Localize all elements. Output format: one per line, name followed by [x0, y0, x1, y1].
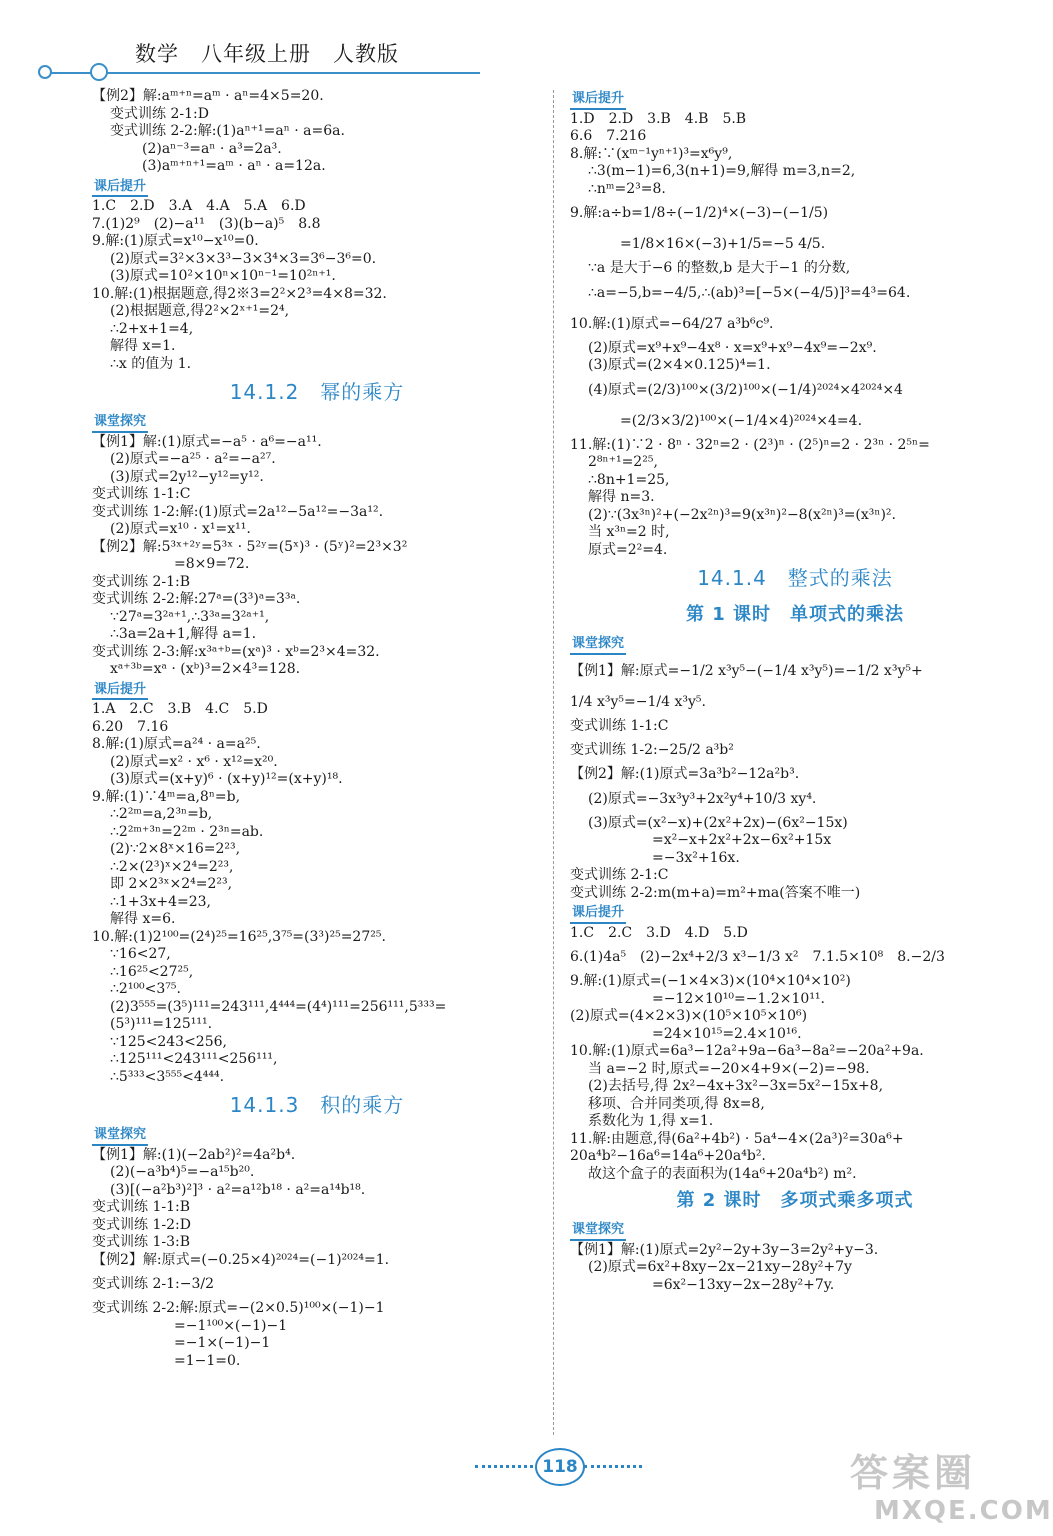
answer-line: =1−1=0. [174, 1352, 241, 1369]
answer-line: 11.解:(1)∵2 · 8ⁿ · 32ⁿ=2 · (2³)ⁿ · (2⁵)ⁿ=2 · 2³ⁿ · 2⁵ⁿ= [570, 436, 930, 453]
answer-line: 变式训练 2-1:C [570, 867, 669, 883]
answer-line: ∴1+3x+4=23, [110, 893, 211, 910]
section-tag: 课堂探究 [92, 413, 148, 433]
answer-line: (3)[(−a²b³)²]³ · a²=a¹²b¹⁸ · a²=a¹⁴b¹⁸. [110, 1181, 366, 1198]
answer-line: 10.解:(1)原式=6a³−12a²+9a−6a³−8a²=−20a²+9a. [570, 1043, 924, 1059]
answer-line: ∴3a=2a+1,解得 a=1. [110, 626, 257, 642]
answer-line: =−3x²+16x. [652, 849, 740, 866]
answer-line: 变式训练 1-1:C [570, 717, 669, 734]
answer-line: ∴5³³³<3⁵⁵⁵<4⁴⁴⁴. [110, 1068, 225, 1085]
answer-line: 系数化为 1,得 x=1. [588, 1113, 714, 1129]
answer-line: ∵a 是大于−6 的整数,b 是大于−1 的分数, [588, 260, 851, 276]
answer-line: =−12×10¹⁰=−1.2×10¹¹. [652, 990, 825, 1007]
answer-line: (2)aⁿ⁻³=aⁿ · a³=2a³. [142, 140, 282, 157]
answer-line: 原式=2²=4. [588, 541, 668, 558]
header-dot-large [90, 63, 108, 81]
answer-line: 变式训练 2-2:m(m+a)=m²+ma(答案不唯一) [570, 884, 861, 901]
answer-line: 6.20 7.16 [92, 718, 169, 735]
answer-line: ∴2×(2³)ˣ×2⁴=2²³, [110, 858, 234, 875]
section-tag: 课后提升 [92, 178, 148, 198]
answer-line: ∴16²⁵<27²⁵, [110, 963, 194, 980]
section-tag-row [570, 633, 1020, 656]
answer-line: (2)原式=(4×2×3)×(10⁵×10⁵×10⁶) [570, 1008, 808, 1024]
answer-line: (5³)¹¹¹=125¹¹¹. [110, 1016, 213, 1032]
answer-line: ∴a=−5,b=−4/5,∴(ab)³=[−5×(−4/5)]³=4³=64. [588, 284, 911, 301]
answer-line: 9.解:(1)原式=x¹⁰−x¹⁰=0. [92, 233, 259, 249]
answer-line: 解得 n=3. [588, 489, 655, 505]
answer-line: 1.A 2.C 3.B 4.C 5.D [92, 701, 268, 717]
answer-line: (4)原式=(2/3)¹⁰⁰×(3/2)¹⁰⁰×(−1/4)²⁰²⁴×4²⁰²⁴×4 [588, 381, 903, 398]
answer-line: ∴3(m−1)=6,3(n+1)=9,解得 m=3,n=2, [588, 163, 856, 179]
answer-line: 移项、合并同类项,得 8x=8, [588, 1095, 765, 1112]
answer-line: ∵125<243<256, [110, 1033, 227, 1050]
answer-line: 【例2】解:(1)原式=3a³b²−12a²b³. [570, 766, 800, 782]
answer-line: 当 x³ⁿ=2 时, [588, 524, 670, 540]
answer-line: (2)∵2×8ˣ×16=2²³, [110, 841, 241, 857]
answer-line: =x²−x+2x²+2x−6x²+15x [652, 832, 832, 848]
answer-line: 变式训练 2-2:解:原式=−(2×0.5)¹⁰⁰×(−1)−1 [92, 1300, 385, 1316]
section-tag: 课后提升 [570, 904, 626, 924]
section-tag: 课后提升 [570, 90, 626, 110]
answer-line: (3)aᵐ⁺ⁿ⁺¹=aᵐ · aⁿ · a=12a. [142, 158, 326, 174]
answer-line: 1.D 2.D 3.B 4.B 5.B [570, 110, 747, 127]
answer-line: 1.C 2.C 3.D 4.D 5.D [570, 924, 748, 941]
answer-line: 当 a=−2 时,原式=−20×4+9×(−2)=−98. [588, 1060, 870, 1077]
answer-line: (2)3⁵⁵⁵=(3⁵)¹¹¹=243¹¹¹,4⁴⁴⁴=(4⁴)¹¹¹=256¹¹¹,5³³³= [110, 998, 447, 1015]
answer-line: 1.C 2.D 3.A 4.A 5.A 6.D [92, 198, 306, 214]
answer-line: 变式训练 1-2:D [92, 1216, 191, 1233]
section-tag-row [570, 902, 1020, 925]
answer-line: 10.解:(1)根据题意,得2※3=2²×2³=4×8=32. [92, 285, 387, 302]
answer-line: 变式训练 2-3:解:x³ᵃ⁺ᵇ=(xᵃ)³ · xᵇ=2³×4=32. [92, 643, 380, 660]
header-dot-small [38, 65, 52, 79]
answer-line: 1/4 x³y⁵=−1/4 x³y⁵. [570, 693, 706, 710]
answer-line: 变式训练 2-1:B [92, 573, 190, 590]
section-tag-row [570, 1219, 1020, 1242]
answer-line: ∴2²ᵐ⁺³ⁿ=2²ᵐ · 2³ⁿ=ab. [110, 823, 264, 840]
answer-line: 8.解:(1)原式=a²⁴ · a=a²⁵. [92, 736, 261, 752]
answer-line: (2)(−a³b⁴)⁵=−a¹⁵b²⁰. [110, 1164, 255, 1180]
lesson-heading: 第 2 课时 多项式乘多项式 [676, 1190, 914, 1211]
answer-line: 变式训练 1-2:−25/2 a³b² [570, 742, 734, 758]
answer-line: 解得 x=6. [110, 911, 176, 927]
section-tag-row [92, 679, 542, 702]
answer-line: ∵27ᵃ=3²ᵃ⁺¹,∴3³ᵃ=3²ᵃ⁺¹, [110, 608, 270, 625]
left-column [92, 88, 542, 1370]
answer-line: =1/8×16×(−3)+1/5=−5 4/5. [620, 236, 826, 252]
watermark [850, 1450, 1053, 1532]
watermark-top: 答案圈 [850, 1451, 977, 1495]
answer-line: =24×10¹⁵=2.4×10¹⁶. [652, 1025, 802, 1042]
section-tag-row [570, 88, 1020, 111]
answer-line: 6.(1)4a⁵ (2)−2x⁴+2/3 x³−1/3 x² 7.1.5×10⁸ 8.−2/3 [570, 949, 945, 965]
section-tag: 课后提升 [92, 681, 148, 701]
answer-line: 变式训练 2-2:解:27ᵃ=(3³)ᵃ=3³ᵃ. [92, 591, 301, 607]
answer-line: ∴2¹⁰⁰<3⁷⁵. [110, 981, 181, 997]
answer-line: 【例1】解:原式=−1/2 x³y⁵−(−1/4 x³y⁵)=−1/2 x³y⁵+ [570, 662, 923, 679]
answer-line: 10.解:(1)2¹⁰⁰=(2⁴)²⁵=16²⁵,3⁷⁵=(3³)²⁵=27²⁵. [92, 928, 386, 945]
answer-line: 9.解:(1)∵4ᵐ=a,8ⁿ=b, [92, 788, 241, 805]
answer-line: (2)∵(3x³ⁿ)²+(−2x²ⁿ)³=9(x³ⁿ)²−8(x²ⁿ)³=(x³ⁿ)². [588, 506, 896, 523]
answer-line: (2)根据题意,得2²×2ˣ⁺¹=2⁴, [110, 303, 290, 319]
section-tag: 课堂探究 [92, 1126, 148, 1146]
section-tag: 课堂探究 [570, 635, 626, 655]
page-dots-left [475, 1465, 533, 1468]
answer-line: xᵃ⁺³ᵇ=xᵃ · (xᵇ)³=2×4³=128. [110, 661, 301, 677]
answer-line: ∴nᵐ=2³=8. [588, 180, 666, 197]
answer-line: (2)原式=−a²⁵ · a²=−a²⁷. [110, 451, 276, 467]
answer-line: 9.解:a÷b=1/8÷(−1/2)⁴×(−3)−(−1/5) [570, 205, 829, 221]
page-dots-right [584, 1465, 642, 1468]
right-column [570, 88, 1020, 1294]
answer-line: 8.解:∵(xᵐ⁻¹yⁿ⁺¹)³=x⁶y⁹, [570, 145, 733, 162]
answer-line: 9.解:(1)原式=(−1×4×3)×(10⁴×10⁴×10²) [570, 973, 851, 989]
answer-line: (3)原式=(x²−x)+(2x²+2x)−(6x²−15x) [588, 814, 848, 831]
answer-line: =(2/3×3/2)¹⁰⁰×(−1/4×4)²⁰²⁴×4=4. [620, 412, 863, 429]
answer-line: =−1¹⁰⁰×(−1)−1 [174, 1317, 288, 1334]
answer-line: ∴2+x+1=4, [110, 320, 194, 337]
answer-line: 变式训练 1-1:B [92, 1199, 190, 1215]
answer-line: 变式训练 2-2:解:(1)aⁿ⁺¹=aⁿ · a=6a. [110, 123, 345, 139]
answer-line: ∴2²ᵐ=a,2³ⁿ=b, [110, 806, 213, 822]
answer-line: =8×9=72. [174, 556, 250, 572]
answer-line: 变式训练 2-1:D [110, 105, 209, 122]
answer-line: (3)原式=2y¹²−y¹²=y¹². [110, 468, 264, 485]
answer-line: ∵16<27, [110, 946, 171, 962]
answer-line: (2)原式=x¹⁰ · x¹=x¹¹. [110, 521, 251, 537]
answer-line: ∴125¹¹¹<243¹¹¹<256¹¹¹, [110, 1051, 278, 1067]
answer-line: (2)原式=6x²+8xy−2x−21xy−28y²+7y [588, 1259, 852, 1275]
answer-line: 【例2】解:aᵐ⁺ⁿ=aᵐ · aⁿ=4×5=20. [92, 88, 324, 104]
answer-line: 变式训练 1-2:解:(1)原式=2a¹²−5a¹²=−3a¹². [92, 503, 384, 520]
watermark-bottom: MXQE.COM [874, 1496, 1053, 1526]
answer-line: 解得 x=1. [110, 338, 176, 354]
answer-line: (3)原式=10²×10ⁿ×10ⁿ⁻¹=10²ⁿ⁺¹. [110, 268, 336, 284]
answer-line: 6.6 7.216 [570, 128, 647, 144]
answer-line: 变式训练 2-1:−3/2 [92, 1276, 214, 1292]
section-tag-row [92, 411, 542, 434]
page-number: 118 [535, 1448, 585, 1486]
answer-line: 10.解:(1)原式=−64/27 a³b⁶c⁹. [570, 315, 774, 332]
header-title: 数学 八年级上册 人教版 [135, 42, 399, 66]
answer-line: 即 2×2³ˣ×2⁴=2²³, [110, 876, 233, 892]
answer-line: (3)原式=(2×4×0.125)⁴=1. [588, 357, 771, 373]
answer-line: (2)原式=−3x³y³+2x²y⁴+10/3 xy⁴. [588, 790, 817, 807]
answer-line: (2)原式=3²×3×3³−3×3⁴×3=3⁶−3⁶=0. [110, 250, 377, 267]
answer-line: 【例2】解:原式=(−0.25×4)²⁰²⁴=(−1)²⁰²⁴=1. [92, 1251, 390, 1268]
answer-line: ∴8n+1=25, [588, 471, 670, 488]
section-tag-row [92, 176, 542, 199]
answer-line: (3)原式=(x+y)⁶ · (x+y)¹²=(x+y)¹⁸. [110, 771, 343, 787]
answer-line: 7.(1)2⁹ (2)−a¹¹ (3)(b−a)⁵ 8.8 [92, 215, 321, 232]
answer-line: 变式训练 1-3:B [92, 1234, 190, 1250]
answer-line: 【例1】解:(1)原式=2y²−2y+3y−3=2y²+y−3. [570, 1241, 879, 1258]
answer-line: (2)原式=x² · x⁶ · x¹²=x²⁰. [110, 753, 278, 770]
answer-line: (2)原式=x⁹+x⁹−4x⁸ · x=x⁹+x⁹−4x⁹=−2x⁹. [588, 339, 877, 356]
answer-line: ∴x 的值为 1. [110, 355, 192, 372]
lesson-heading: 第 1 课时 单项式的乘法 [685, 604, 905, 625]
section-heading: 14.1.2 幂的乘方 [229, 380, 405, 404]
answer-line: 故这个盒子的表面积为(14a⁶+20a⁴b²) m². [588, 1165, 857, 1182]
page-header [40, 30, 480, 90]
answer-line: 【例1】解:(1)原式=−a⁵ · a⁶=−a¹¹. [92, 433, 322, 450]
column-divider [553, 90, 554, 1435]
section-heading: 14.1.3 积的乘方 [229, 1093, 405, 1117]
section-tag: 课堂探究 [570, 1221, 626, 1241]
answer-line: 【例1】解:(1)(−2ab²)²=4a²b⁴. [92, 1146, 296, 1163]
answer-line: 变式训练 1-1:C [92, 486, 191, 502]
answer-line: =6x²−13xy−2x−28y²+7y. [652, 1276, 835, 1293]
answer-line: (2)去括号,得 2x²−4x+3x²−3x=5x²−15x+8, [588, 1078, 884, 1094]
answer-line: 11.解:由题意,得(6a²+4b²) · 5a⁴−4×(2a³)²=30a⁶+ [570, 1130, 904, 1147]
answer-line: 20a⁴b²−16a⁶=14a⁶+20a⁴b². [570, 1148, 766, 1164]
answer-line: =−1×(−1)−1 [174, 1335, 271, 1351]
section-heading: 14.1.4 整式的乘法 [697, 566, 893, 590]
answer-line: 2⁸ⁿ⁺¹=2²⁵, [588, 454, 658, 470]
section-tag-row [92, 1124, 542, 1147]
answer-line: 【例2】解:5³ˣ⁺²ʸ=5³ˣ · 5²ʸ=(5ˣ)³ · (5ʸ)²=2³×3² [92, 538, 408, 555]
